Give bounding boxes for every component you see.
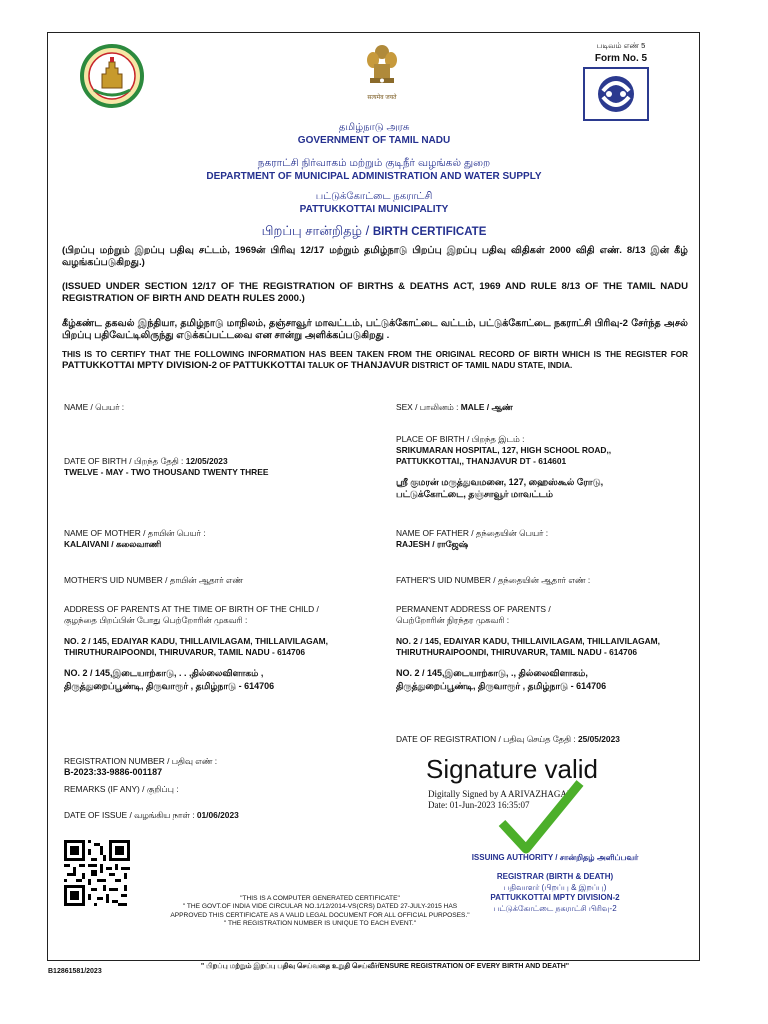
- act-reference-tamil: (பிறப்பு மற்றும் இறப்பு பதிவு சட்டம், 1969ன் பிரிவு 12/17 மற்றும் தமிழ்நாடு பிறப்பு இறப்பு பதிவு விதிகள் 2000 விதி எண். 8/13 இன் கீழ் வழங்கப்படுகிறது.): [62, 245, 688, 269]
- ashoka-emblem-icon: [362, 42, 402, 100]
- certificate-title-tamil: பிறப்பு சான்றிதழ் /: [261, 223, 370, 238]
- certificate-title-en: BIRTH CERTIFICATE: [372, 226, 487, 238]
- father-uid-label: FATHER'S UID NUMBER / தந்தையின் ஆதார் எண் :: [396, 575, 591, 585]
- birth-address: [64, 604, 384, 693]
- emblem-motto: सत्यमेव जयते: [367, 95, 397, 101]
- computer-generated-note: "THIS IS A COMPUTER GENERATED CERTIFICATE": [240, 895, 400, 902]
- govt-circular-note: " THE GOVT.OF INDIA VIDE CIRCULAR NO.1/12/2014-VS(CRS) DATED 27-JULY-2015 HAS: [182, 903, 458, 911]
- issue-date: [64, 810, 239, 821]
- permanent-address-tamil-line1: NO. 2 / 145,இடையாற்காடு, ., தில்லைவிளாகம்,: [396, 668, 588, 678]
- sex-field: [396, 402, 513, 413]
- qr-code-icon: [64, 840, 130, 906]
- registration-number: [64, 756, 354, 778]
- dept-title: DEPARTMENT OF MUNICIPAL ADMINISTRATION AND WATER SUPPLY: [206, 171, 542, 182]
- name-label: NAME / பெயர் :: [64, 402, 125, 412]
- govt-title-tamil: தமிழ்நாடு அரசு: [338, 122, 410, 133]
- permanent-address-line1: NO. 2 / 145, EDAIYAR KADU, THILLAIVILAGAM, THILLAIVILAGAM,: [396, 636, 660, 646]
- pob-tamil-line2: பட்டுக்கோட்டை, தஞ்சாவூர் மாவட்டம்: [396, 489, 554, 499]
- remarks-label: REMARKS (IF ANY) / குறிப்பு :: [64, 784, 179, 794]
- registrar-division-tamil: பட்டுக்கோட்டை நகராட்சி பிரிவு-2: [493, 903, 617, 913]
- registrar-title: REGISTRAR (BIRTH & DEATH): [496, 872, 614, 881]
- mother-label: NAME OF MOTHER / தாயின் பெயர் :: [64, 528, 206, 538]
- pob-tamil-line1: ஸ்ரீ குமரன் மருத்துவமனை, 127, ஹைஸ்கூல் ரோடு,: [396, 477, 604, 487]
- municipality-title-tamil: பட்டுக்கோட்டை நகராட்சி: [315, 191, 433, 202]
- place-of-birth: [396, 434, 696, 500]
- certify-text: THIS IS TO CERTIFY THAT THE FOLLOWING INFORMATION HAS BEEN TAKEN FROM THE ORIGINAL RECORD OF BIRTH WHICH IS THE REGISTER FOR: [62, 350, 688, 359]
- pob-line2: PATTUKKOTTAI,, THANJAVUR DT - 614601: [396, 456, 567, 466]
- certify-of: OF: [219, 361, 231, 371]
- pob-line1: SRIKUMARAN HOSPITAL, 127, HIGH SCHOOL ROAD,,: [396, 445, 612, 455]
- mother-value: KALAIVANI / கலைவாணி: [64, 539, 162, 549]
- father-value: RAJESH / ராஜேஷ்: [396, 539, 468, 549]
- permanent-address-line2: THIRUTHURAIPOONDI, THIRUVARUR, TAMIL NADU - 614706: [396, 647, 638, 657]
- permanent-address: [396, 604, 700, 693]
- check-mark-icon: [496, 771, 586, 861]
- birth-address-tamil-line2: திருத்துறைப்பூண்டி, திருவாரூர் , தமிழ்நாடு - 614706: [64, 681, 275, 691]
- dob-words: TWELVE - MAY - TWO THOUSAND TWENTY THREE: [64, 467, 269, 477]
- issuing-authority: ISSUING AUTHORITY / சான்றிதழ் அளிப்பவர்: [471, 853, 639, 862]
- mother-uid-label: MOTHER'S UID NUMBER / தாயின் ஆதார் எண்: [64, 575, 244, 585]
- form-number: Form No. 5: [594, 53, 648, 64]
- taluk-name: PATTUKKOTTAI: [232, 360, 306, 372]
- certify-end: DISTRICT OF TAMIL NADU STATE, INDIA.: [411, 361, 573, 371]
- registrar-title-tamil: பதிவாளர் (பிறப்பு & இறப்பு): [503, 882, 607, 892]
- dob-value: 12/05/2023: [185, 456, 228, 466]
- registrar-division: PATTUKKOTTAI MPTY DIVISION-2: [490, 893, 620, 902]
- district-name: THANJAVUR: [350, 360, 410, 372]
- registration-number-value: B-2023:33-9886-001187: [64, 767, 163, 777]
- birth-address-line1: NO. 2 / 145, EDAIYAR KADU, THILLAIVILAGAM, THILLAIVILAGAM,: [64, 636, 328, 646]
- birth-address-label-tamil: குழந்தை பிறப்பின் போது பெற்றோரின் முகவரி :: [64, 615, 248, 625]
- dob-label: DATE OF BIRTH / பிறந்த தேதி :: [64, 456, 184, 466]
- signature-date: Date: 01-Jun-2023 16:35:07: [428, 800, 530, 810]
- unique-note: " THE REGISTRATION NUMBER IS UNIQUE TO EACH EVENT.": [223, 920, 417, 928]
- mother-name: [64, 528, 374, 550]
- signed-by: Digitally Signed by A ARIVAZHAGAN: [428, 789, 574, 799]
- registration-number-label: REGISTRATION NUMBER / பதிவு எண் :: [64, 756, 218, 766]
- source-statement-tamil: கீழ்கண்ட தகவல் இந்தியா, தமிழ்நாடு மாநிலம், தஞ்சாவூர் மாவட்டம், பட்டுக்கோட்டை வட்டம், பட்டுக்கோட்டை நகராட்சி பிரிவு-2 சேர்ந்த அசல் பிறப்பு பதிவேட்டிலிருந்து எடுக்கப்பட்டவை என சான்று அளிக்கப்படுகிறது .: [62, 318, 688, 342]
- issue-date-label: DATE OF ISSUE / வழங்கிய நாள் :: [64, 810, 195, 820]
- sex-value: MALE / ஆண்: [460, 402, 513, 412]
- birth-address-line2: THIRUTHURAIPOONDI, THIRUVARUR, TAMIL NADU - 614706: [64, 647, 306, 657]
- birth-address-tamil-line1: NO. 2 / 145,இடையாற்காடு, . . ,தில்லைவிளாகம் ,: [64, 668, 264, 678]
- permanent-address-label-tamil: பெற்றோரின் நிரந்தர முகவரி :: [396, 615, 510, 625]
- pob-label: PLACE OF BIRTH / பிறந்த இடம் :: [396, 434, 525, 444]
- municipality-title: PATTUKKOTTAI MUNICIPALITY: [299, 204, 449, 215]
- issue-date-value: 01/06/2023: [196, 810, 239, 820]
- registration-date-value: 25/05/2023: [577, 734, 620, 744]
- footer-notes: [140, 895, 500, 929]
- certify-statement: [62, 349, 688, 372]
- registration-date-label: DATE OF REGISTRATION / பதிவு செய்த தேதி :: [396, 734, 576, 744]
- sex-label: SEX / பாலினம் :: [396, 402, 459, 412]
- division-name: PATTUKKOTTAI MPTY DIVISION-2: [62, 360, 217, 372]
- registration-date: [396, 734, 620, 745]
- certificate-title: [150, 223, 598, 240]
- certify-taluk-of: TALUK OF: [307, 361, 349, 371]
- birth-address-label: ADDRESS OF PARENTS AT THE TIME OF BIRTH OF THE CHILD /: [64, 604, 319, 614]
- govt-title: GOVERNMENT OF TAMIL NADU: [297, 135, 451, 146]
- signature-status: Signature valid: [426, 754, 598, 784]
- crs-logo-icon: [583, 67, 649, 121]
- father-label: NAME OF FATHER / தந்தையின் பெயர் :: [396, 528, 549, 538]
- act-reference: (ISSUED UNDER SECTION 12/17 OF THE REGISTRATION OF BIRTHS & DEATHS ACT, 1969 AND RULE 8/13 OF THE TAMIL NADU REGISTRATION OF BIRTH AND DEATH RULES 2000.): [62, 281, 688, 305]
- date-of-birth: [64, 456, 374, 478]
- approved-note: APPROVED THIS CERTIFICATE AS A VALID LEGAL DOCUMENT FOR ALL OFFICIAL PURPOSES.": [170, 911, 470, 919]
- dept-title-tamil: நகராட்சி நிர்வாகம் மற்றும் குடிநீர் வழங்கல் துறை: [257, 157, 491, 169]
- permanent-address-label: PERMANENT ADDRESS OF PARENTS /: [396, 604, 551, 614]
- permanent-address-tamil-line2: திருத்துறைப்பூண்டி, திருவாரூர் , தமிழ்நாடு - 614706: [396, 681, 607, 691]
- document-number: B12861581/2023: [48, 968, 102, 975]
- father-name: [396, 528, 696, 550]
- form-number-tamil: படிவம் எண் 5: [596, 41, 646, 50]
- tamil-nadu-emblem-icon: [80, 44, 144, 108]
- ensure-registration-note: " பிறப்பு மற்றும் இறப்பு பதிவு செய்வதை உறுதி செய்வீர்/ENSURE REGISTRATION OF EVERY BIRTH AND DEATH": [200, 963, 570, 970]
